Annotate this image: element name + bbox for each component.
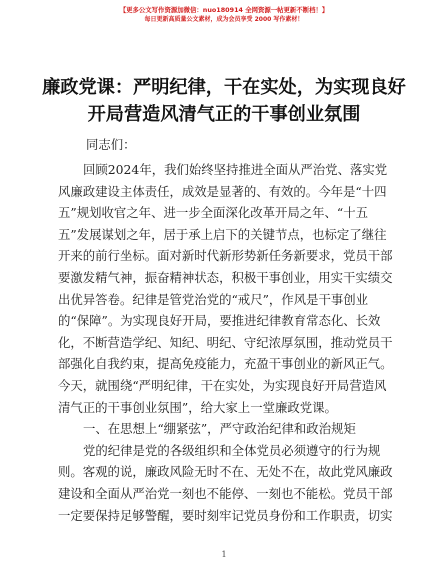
body-line: 建设和全面从严治党一刻也不能停、一刻也不能松。党员干部 [58,485,393,501]
body-line: 今天，就围绕“严明纪律，干在实处，为实现良好开局营造风 [58,377,387,393]
body-line: 回顾2024年，我们始终坚持推进全面从严治党、落实党 [83,162,388,177]
title-line-1: 廉政党课：严明纪律，干在实处，为实现良好 [42,77,406,98]
promo-banner [0,6,448,24]
greeting: 同志们： [86,137,136,152]
promo-line-2: 每日更新高质量公文素材，成为会员享受 2000 写作素材！ [144,16,304,23]
body-line: 化，不断营造学纪、知纪、明纪、守纪浓厚氛围，推动党员干 [58,334,393,350]
body-line: 部强化自我约束，提高免疫能力，充盈干事创业的新风正气。 [58,356,393,372]
body-line: 党的纪律是党的各级组织和全体党员必须遵守的行为规 [83,442,381,458]
section-heading: 一、在思想上“绷紧弦”，严守政治纪律和政治规矩 [83,421,356,437]
body-line: 风廉政建设主体责任，成效是显著的、有效的。今年是“十四 [58,183,387,199]
document-title [0,74,448,128]
body-line: 一定要保持足够警醒，要时刻牢记党员身份和工作职责，切实 [58,507,393,523]
body-line: 要激发精气神，振奋精神状态，积极干事创业，用实干实绩交 [58,269,393,285]
body-line: 出优异答卷。纪律是管党治党的“戒尺”，作风是干事创业 [58,291,369,307]
title-line-2: 开局营造风清气正的干事创业氛围 [87,104,361,125]
body-line: 五”发展谋划之年，居于承上启下的关键节点，也标定了继往 [58,226,387,242]
body-line: 清气正的干事创业氛围”，给大家上一堂廉政党课。 [58,399,337,415]
promo-line-1: 【更多公文写作资源加微信：nuo180914 全网资源一帖更新不断档！】 [119,6,329,14]
body-text [58,159,394,526]
body-line: 则。客观的说，廉政风险无时不在、无处不在，故此党风廉政 [58,464,393,480]
body-line: 的“保障”。为实现良好开局，要推进纪律教育常态化、长效 [58,313,381,329]
body-line: 开来的前行坐标。面对新时代新形势新任务新要求，党员干部 [58,248,393,264]
body-line: 五”规划收官之年、进一步全面深化改革开局之年、“十五 [58,205,369,221]
page-number: 1 [221,550,227,559]
